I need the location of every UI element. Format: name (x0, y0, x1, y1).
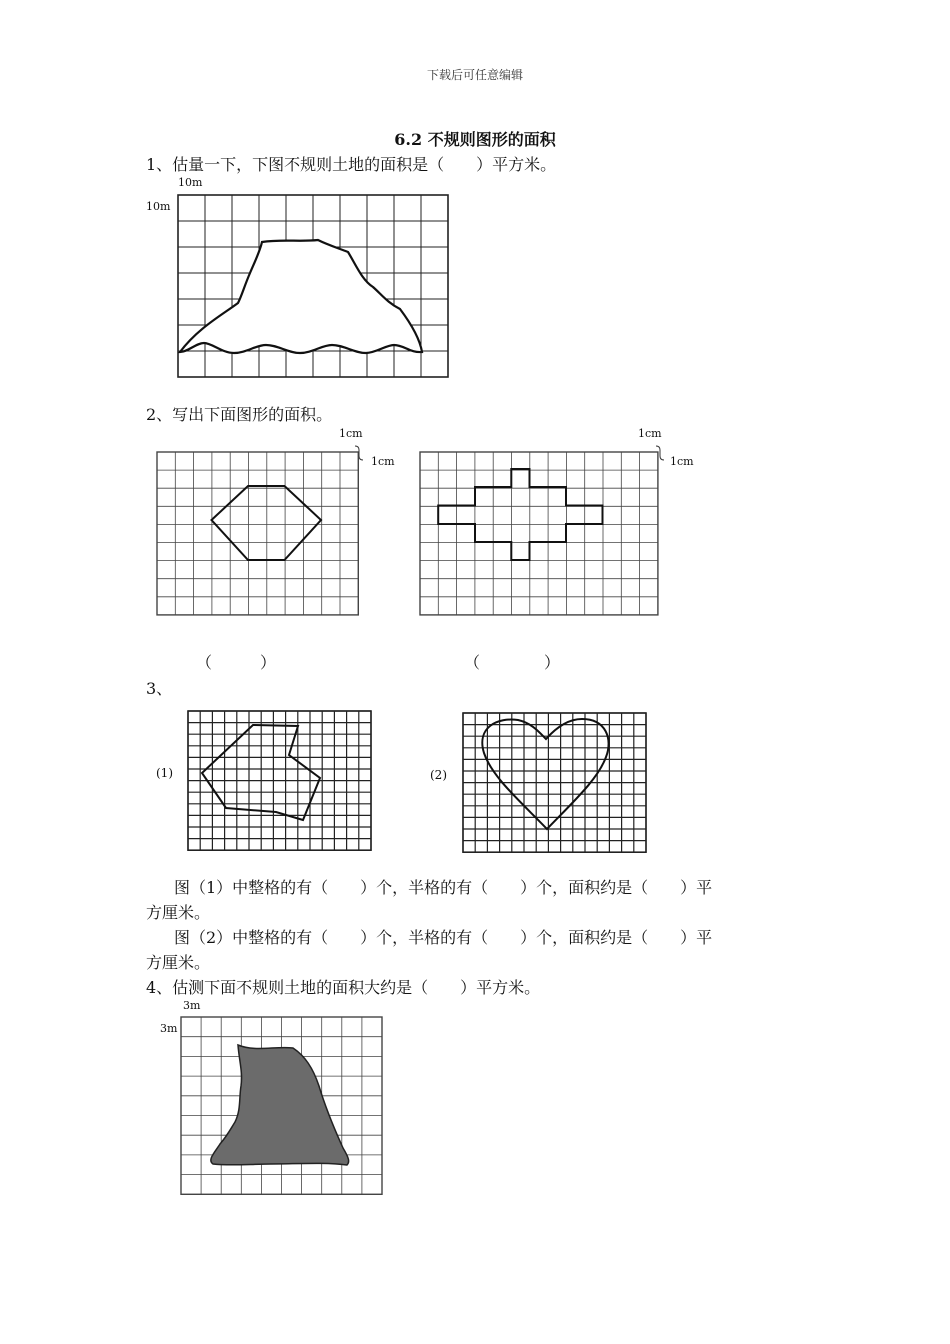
q3-line-2a: 图（2）中整格的有（ ）个，半格的有（ ）个，面积约是（ ）平 (174, 928, 713, 947)
question-1-text: 1、估量一下，下图不规则土地的面积是（ ）平方米。 (146, 155, 557, 174)
q3-line-1a: 图（1）中整格的有（ ）个，半格的有（ ）个，面积约是（ ）平 (174, 878, 713, 897)
q1-unit-top: 10m (178, 176, 203, 189)
q2-unit-c: 1cm (638, 427, 662, 440)
q2-unit-b: 1cm (371, 455, 395, 468)
page-header: 下载后可任意编辑 (426, 68, 523, 82)
q1-unit-left: 10m (146, 200, 171, 213)
q3-line-1b: 方厘米。 (146, 903, 211, 922)
hexagon-shape (212, 486, 322, 560)
q2-unit-d: 1cm (670, 455, 694, 468)
question-3-text: 3、 (146, 679, 173, 698)
q2-answer-right: （ ） (464, 653, 561, 672)
q3-label-1: (1) (156, 766, 173, 780)
q2-answer-left: （ ） (196, 653, 277, 672)
q3-heart-figure (458, 705, 658, 855)
q4-unit-left: 3m (160, 1022, 178, 1035)
irregular-land-outline (180, 240, 422, 353)
question-2-text: 2、写出下面图形的面积。 (146, 405, 333, 424)
q2-cross-figure (414, 440, 674, 625)
q3-line-2b: 方厘米。 (146, 953, 211, 972)
question-4-text: 4、估测下面不规则土地的面积大约是（ ）平方米。 (146, 978, 541, 997)
cross-shape (438, 469, 602, 560)
q4-grid-figure (175, 1010, 390, 1200)
q2-unit-a: 1cm (339, 427, 363, 440)
worksheet-title: 6.2 不规则图形的面积 (394, 130, 556, 149)
q1-grid-figure (170, 185, 460, 385)
q3-polygon-figure (180, 705, 380, 855)
q2-hexagon-figure (150, 440, 380, 625)
irregular-land-shaded (211, 1045, 349, 1165)
q4-unit-top: 3m (183, 999, 201, 1012)
q3-label-2: (2) (430, 768, 447, 782)
heart-shape (482, 719, 608, 829)
